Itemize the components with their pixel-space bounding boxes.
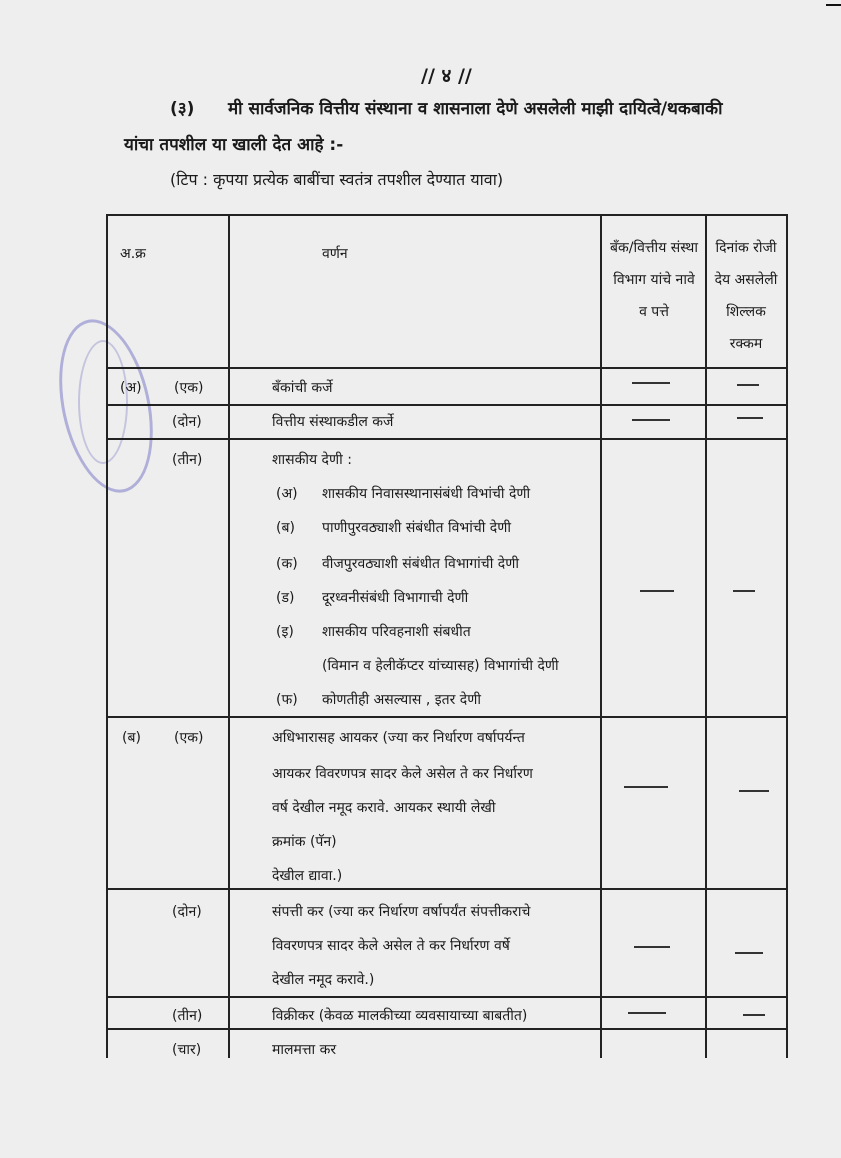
- row-divider: [106, 716, 787, 718]
- section-b-row3-sub: (तीन): [172, 1008, 203, 1024]
- gov-due-item-text: पाणीपुरवठ्याशी संबंधीत विभांची देणी: [322, 520, 511, 536]
- row-divider: [106, 996, 787, 998]
- declaration-text-1: मी सार्वजनिक वित्तीय संस्थाना व शासनाला देणे असलेली माझी दायित्वे/थकबाकी: [228, 99, 723, 119]
- row-divider: [106, 404, 787, 406]
- header-bottom-border: [106, 367, 787, 369]
- gov-due-item-label: (ब): [276, 520, 295, 536]
- government-dues-text: शासकीय देणी :: [272, 452, 352, 468]
- nil-dash: [624, 786, 668, 788]
- office-stamp-inner-ring: [78, 340, 128, 464]
- header-serial: अ.क्र: [120, 246, 146, 262]
- gov-due-item-text: वीजपुरवठ्याशी संबंधीत विभागांची देणी: [322, 556, 519, 572]
- table-left-border: [106, 214, 108, 1058]
- gov-due-item-label: (अ): [276, 486, 298, 502]
- table-top-border: [106, 214, 787, 216]
- header-description: वर्णन: [322, 246, 348, 262]
- gov-due-item-continuation: (विमान व हेलीकॅप्टर यांच्यासह) विभागांची देणी: [322, 658, 559, 674]
- nil-dash: [632, 382, 670, 384]
- gov-due-item-label: (इ): [276, 624, 294, 640]
- gov-due-item-text: दूरध्वनीसंबंधी विभागाची देणी: [322, 590, 469, 606]
- gov-due-item-label: (क): [276, 556, 298, 572]
- nil-dash: [733, 590, 755, 592]
- nil-dash: [737, 384, 759, 386]
- gov-due-item-text: शासकीय निवासस्थानासंबंधी विभांची देणी: [322, 486, 531, 502]
- declaration-line-1: [170, 96, 723, 119]
- nil-dash: [737, 417, 763, 419]
- income-tax-line: वर्ष देखील नमूद करावे. आयकर स्थायी लेखी: [272, 800, 496, 816]
- income-tax-line: देखील द्यावा.): [272, 868, 343, 884]
- tip-note: (टिप : कृपया प्रत्येक बाबींचा स्वतंत्र तपशील देण्यात यावा): [170, 170, 504, 189]
- section-a-row2-sub: (दोन): [172, 414, 202, 430]
- section-a-row3-sub: (तीन): [172, 452, 203, 468]
- row-divider: [106, 888, 787, 890]
- scan-corner-mark: [826, 4, 841, 6]
- header-outstanding-amount: दिनांक रोजी देय असलेली शिल्लक रक्कम: [714, 240, 778, 352]
- nil-dash: [735, 952, 763, 954]
- wealth-tax-line: संपत्ती कर (ज्या कर निर्धारण वर्षापर्यंत संपत्तीकराचे: [272, 904, 531, 920]
- sales-tax-text: विक्रीकर (केवळ मालकीच्या व्यवसायाच्या बाबतीत): [272, 1008, 528, 1024]
- section-b-label: (ब): [122, 730, 141, 746]
- income-tax-line: आयकर विवरणपत्र सादर केले असेल ते कर निर्धारण: [272, 766, 533, 782]
- nil-dash: [739, 790, 769, 792]
- nil-dash: [632, 419, 670, 421]
- bank-column-divider: [600, 214, 602, 1058]
- wealth-tax-line: देखील नमूद करावे.): [272, 972, 375, 988]
- section-a-row1-sub: (एक): [174, 380, 204, 396]
- nil-dash: [628, 1012, 666, 1014]
- declaration-number: (३): [170, 99, 195, 119]
- section-b-row2-sub: (दोन): [172, 904, 202, 920]
- page-number: // ४ //: [421, 65, 472, 87]
- financial-institution-loans-text: वित्तीय संस्थाकडील कर्जे: [272, 414, 394, 430]
- section-b-row1-sub: (एक): [174, 730, 204, 746]
- gov-due-item-text: शासकीय परिवहनाशी संबधीत: [322, 624, 471, 640]
- description-column-divider: [228, 214, 230, 1058]
- nil-dash: [634, 946, 670, 948]
- income-tax-line: अधिभारासह आयकर (ज्या कर निर्धारण वर्षापर्यन्त: [272, 730, 525, 746]
- nil-dash: [743, 1014, 765, 1016]
- header-bank-institution: बँक/वित्तीय संस्था विभाग यांचे नावे व पत्ते: [610, 240, 698, 320]
- section-b-row4-sub: (चार): [172, 1042, 202, 1058]
- nil-dash: [640, 590, 674, 592]
- gov-due-item-label: (फ): [276, 692, 298, 708]
- row-divider: [106, 1028, 787, 1030]
- row-divider: [106, 438, 787, 440]
- bank-loans-text: बँकांची कर्जे: [272, 380, 333, 396]
- gov-due-item-label: (ड): [276, 590, 295, 606]
- income-tax-line: क्रमांक (पॅन): [272, 834, 337, 850]
- wealth-tax-line: विवरणपत्र सादर केले असेल ते कर निर्धारण वर्षे: [272, 938, 510, 954]
- declaration-line-2: यांचा तपशील या खाली देत आहे :-: [124, 135, 344, 155]
- section-a-label: (अ): [120, 380, 142, 396]
- property-tax-text: मालमत्ता कर: [272, 1042, 337, 1058]
- gov-due-item-text: कोणतीही असल्यास , इतर देणी: [322, 692, 481, 708]
